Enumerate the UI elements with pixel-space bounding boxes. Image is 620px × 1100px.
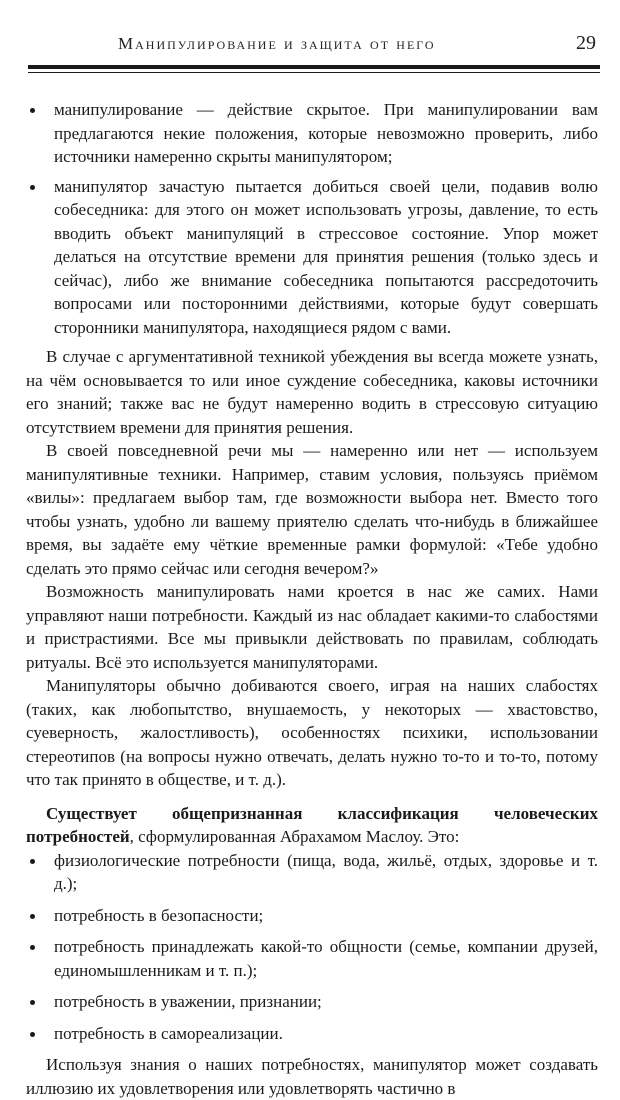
- paragraph: В своей повседневной речи мы — намеренно или нет — используем манипулятивные техники. Например, ставим условия, пользуясь приёмом «вилы»: предлагаем выбор там, где возможности выбора нет. Вместо того чтобы узнать, удобно ли вашему приятелю сделать что-нибудь в ближайшее время, вы задаёте ему чёткие временные рамки формулой: «Тебе удобно сделать это прямо сейчас или сегодня вечером?»: [26, 441, 598, 578]
- list-item-text: манипулятор зачастую пытается добиться своей цели, подавив волю собеседника: для этого он может использовать угрозы, давление, то есть вводить объект манипуляций в стрессовое состояние. Упор может делаться на отсутствие времени для принятия решения (только здесь и сейчас), либо же внимание собеседника попытаются рассредоточить вопросами или посторонними действиями, которые будут совершать сторонники манипулятора, находящиеся рядом с вами.: [54, 176, 598, 337]
- classification-rest: , сформулированная Абрахамом Маслоу. Это:: [129, 827, 460, 846]
- bullet-dot-icon: [30, 1000, 35, 1005]
- bullet-list-needs: [26, 849, 598, 1046]
- header-rule-thick: [28, 65, 600, 69]
- list-item: [26, 175, 598, 340]
- bullet-dot-icon: [30, 1032, 35, 1037]
- paragraph: Манипуляторы обычно добиваются своего, играя на наших слабостях (таких, как любопытство, внушаемость, у некоторых — хвастовство, суеверность, жалостливость), особенностях психики, использовании стереотипов (на вопросы нужно отвечать, делать нужно то-то и то-то, потому что так принято в обществе, и т. д.).: [26, 676, 598, 789]
- bullet-list-manipulation-signs: [26, 98, 598, 339]
- page-body: [26, 98, 598, 1100]
- list-item: [26, 990, 598, 1014]
- list-item: [26, 1022, 598, 1046]
- classification-bold-lead: Существует общепризнанная классификация человеческих потребностей: [26, 803, 598, 846]
- bullet-dot-icon: [30, 945, 35, 950]
- list-item: [26, 904, 598, 928]
- running-head: [28, 30, 600, 60]
- list-item: [26, 935, 598, 982]
- list-item: [26, 849, 598, 896]
- classification-intro: [26, 802, 598, 849]
- list-item-text: физиологические потребности (пища, вода, жильё, отдых, здоровье и т. д.);: [54, 850, 598, 893]
- paragraph: В случае с аргументативной техникой убеждения вы всегда можете узнать, на чём основывается то или иное суждение собеседника, каковы источники его знаний; также вас не будут намеренно водить в стрессовую ситуацию отсутствием времени для принятия решения.: [26, 347, 598, 437]
- list-item: [26, 98, 598, 169]
- bullet-dot-icon: [30, 859, 35, 864]
- list-item-text: потребность принадлежать какой-то общности (семье, компании друзей, единомышленникам и т. п.);: [54, 937, 598, 980]
- closing-paragraph: Используя знания о наших потребностях, манипулятор может создавать иллюзию их удовлетворения или удовлетворять частично в: [26, 1055, 598, 1098]
- running-title: Манипулирование и защита от него: [118, 34, 436, 53]
- bullet-dot-icon: [30, 914, 35, 919]
- list-item-text: манипулирование — действие скрытое. При манипулировании вам предлагаются некие положения, которые невозможно проверить, либо источники намеренно скрыты манипулятором;: [54, 100, 598, 166]
- bullet-dot-icon: [30, 108, 35, 113]
- list-item-text: потребность в уважении, признании;: [54, 992, 322, 1011]
- page-number: 29: [576, 32, 596, 54]
- paragraph: Возможность манипулировать нами кроется в нас же самих. Нами управляют наши потребности. Каждый из нас обладает какими-то слабостями и пристрастиями. Все мы привыкли действовать по правилам, соблюдать ритуалы. Всё это используется манипуляторами.: [26, 582, 598, 672]
- list-item-text: потребность в безопасности;: [54, 905, 264, 925]
- header-rule-thin: [28, 72, 600, 73]
- list-item-text: потребность в самореализации.: [54, 1023, 283, 1043]
- bullet-dot-icon: [30, 185, 35, 190]
